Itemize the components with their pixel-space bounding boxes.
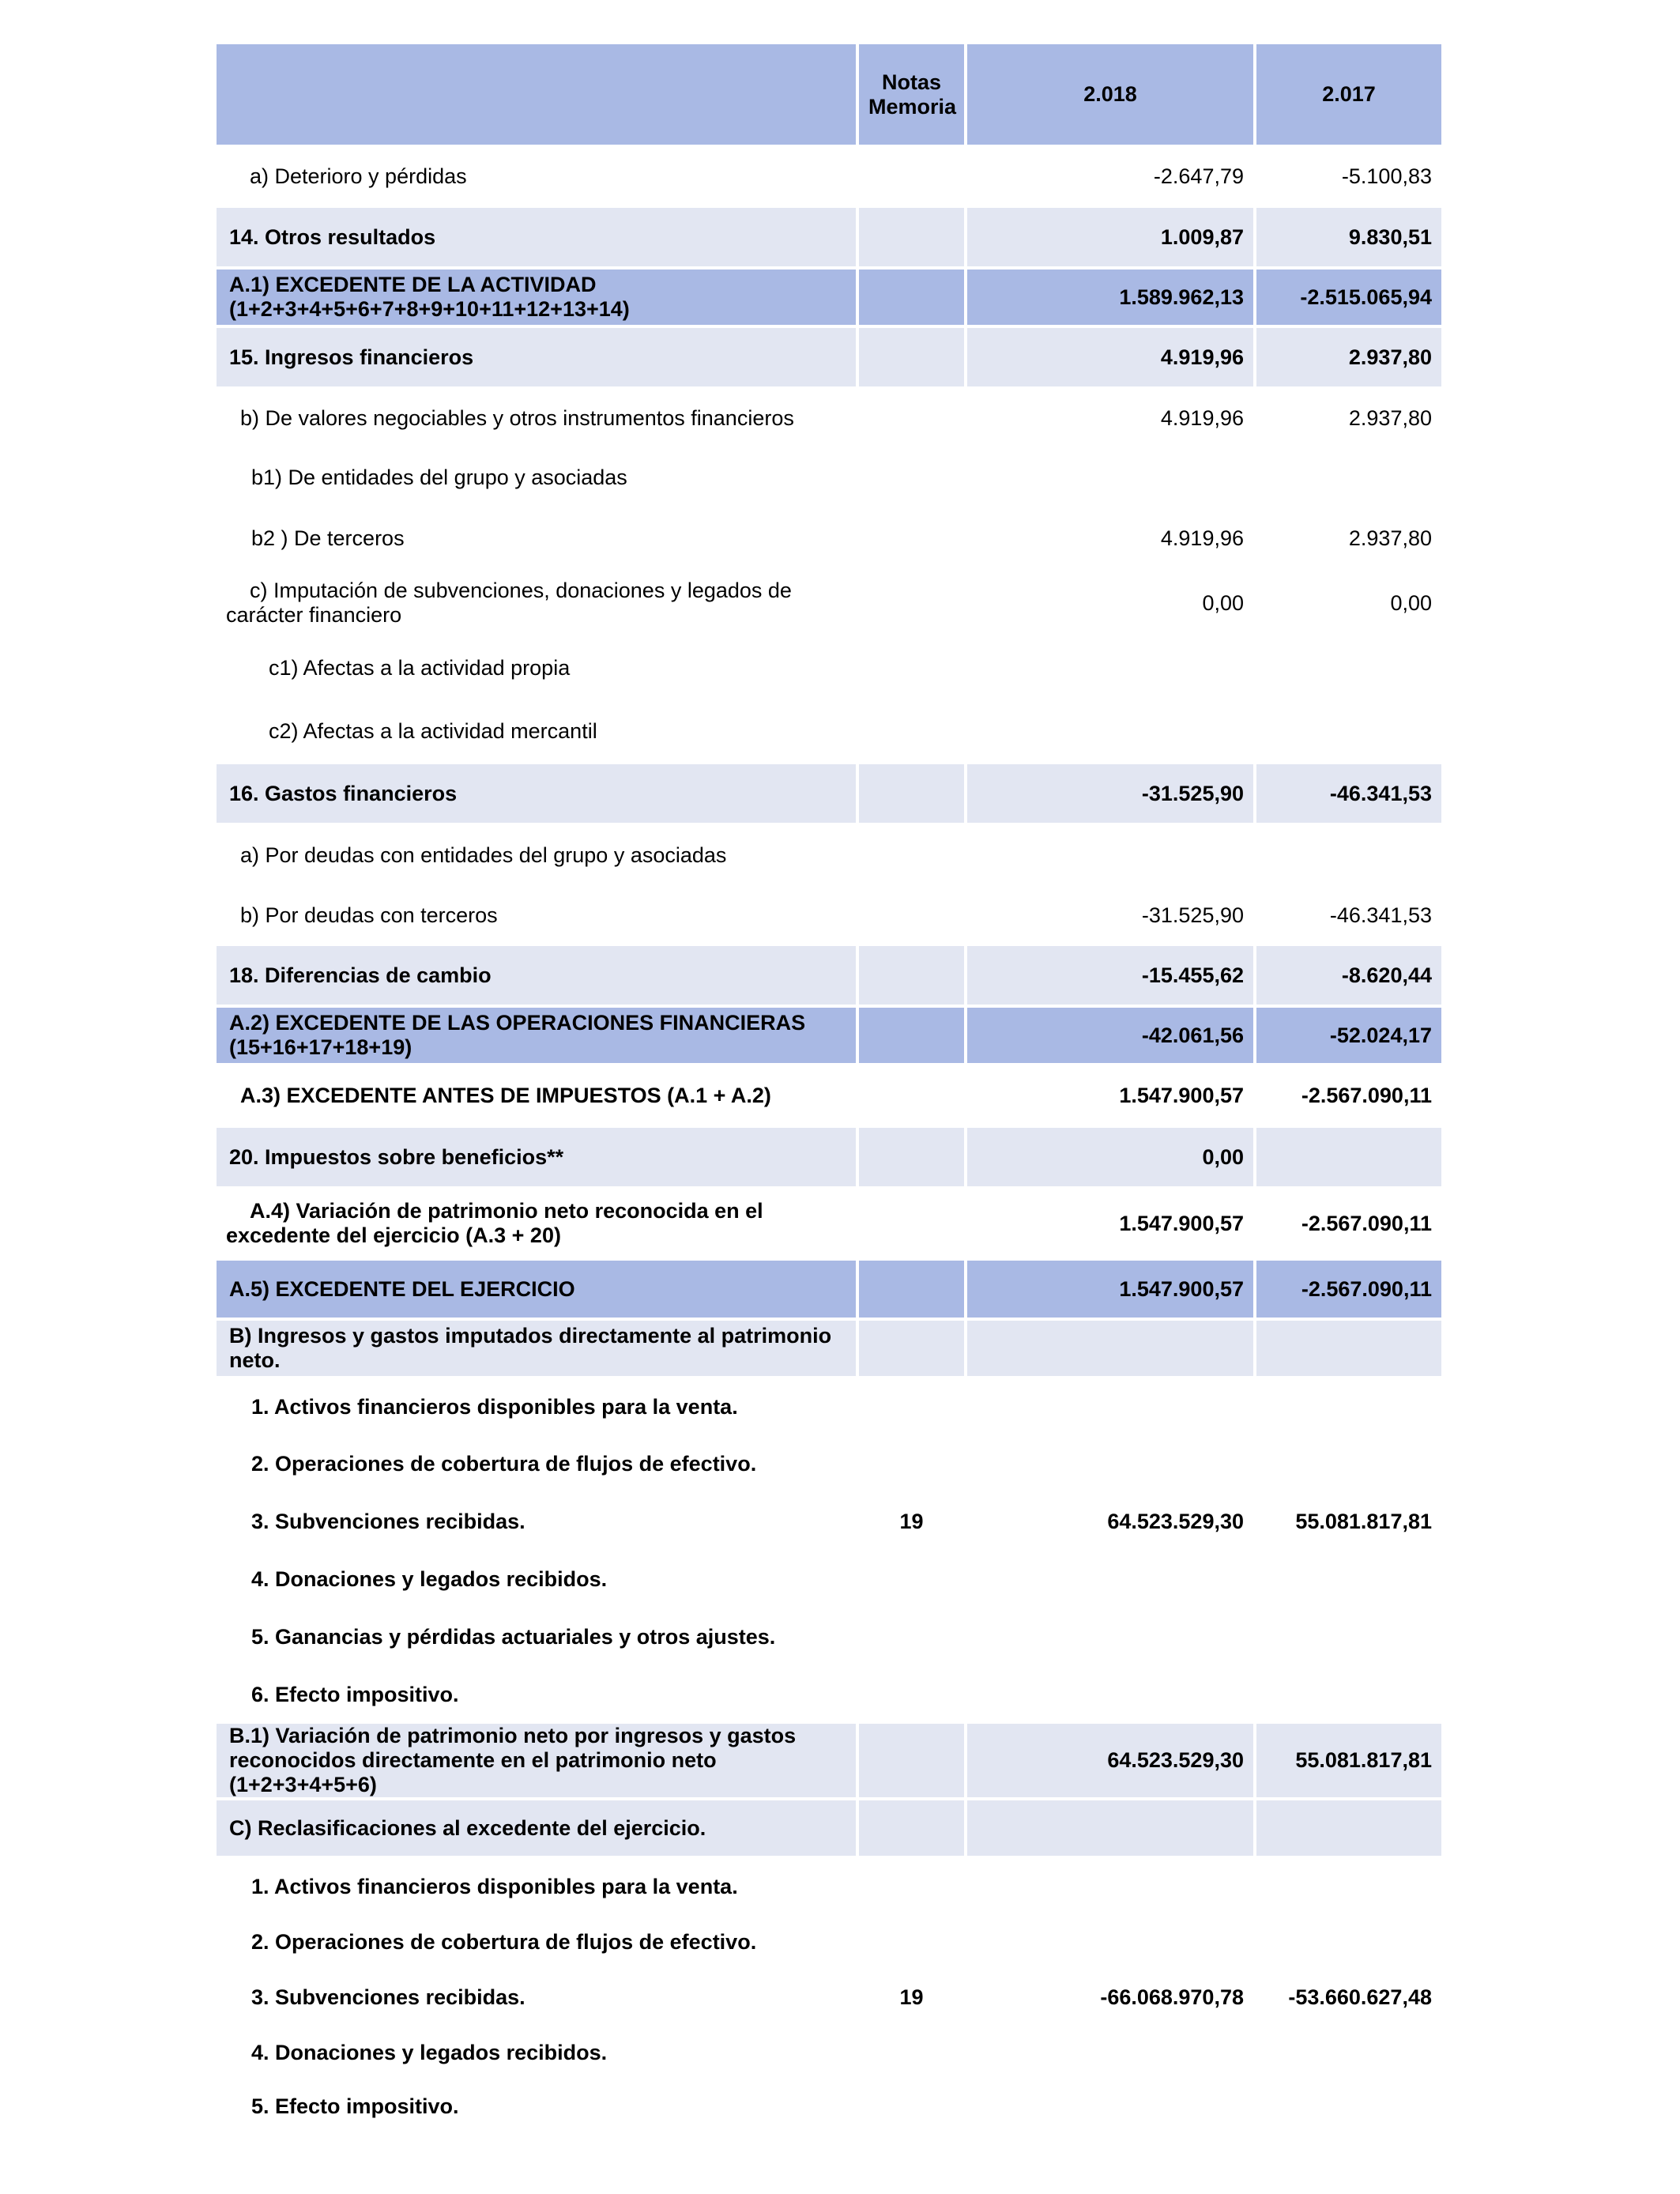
row-note <box>859 1608 964 1665</box>
row-value-2017 <box>1256 1859 1441 1914</box>
row-value-2018 <box>967 1859 1253 1914</box>
row-label: 15. Ingresos financieros <box>217 328 856 386</box>
row-value-2018: 1.009,87 <box>967 208 1253 266</box>
table-row <box>217 826 1441 884</box>
row-value-2018 <box>967 1800 1253 1856</box>
table-row <box>217 1668 1441 1721</box>
row-label: b1) De entidades del grupo y asociadas <box>217 450 856 505</box>
row-label: 2. Operaciones de cobertura de flujos de efectivo. <box>217 1438 856 1490</box>
table-row <box>217 270 1441 325</box>
row-value-2017 <box>1256 1321 1441 1376</box>
table-row <box>217 571 1441 635</box>
row-value-2018 <box>967 450 1253 505</box>
table-row <box>217 638 1441 698</box>
row-value-2017 <box>1256 450 1441 505</box>
row-value-2018 <box>967 1668 1253 1721</box>
row-value-2017 <box>1256 1608 1441 1665</box>
row-value-2018: 1.589.962,13 <box>967 270 1253 325</box>
row-value-2018: -66.068.970,78 <box>967 1970 1253 2025</box>
row-label: A.3) EXCEDENTE ANTES DE IMPUESTOS (A.1 + A.2) <box>217 1066 856 1125</box>
row-label: 14. Otros resultados <box>217 208 856 266</box>
row-note <box>859 450 964 505</box>
row-value-2017: -5.100,83 <box>1256 148 1441 205</box>
row-label: 1. Activos financieros disponibles para la venta. <box>217 1859 856 1914</box>
row-value-2017: -53.660.627,48 <box>1256 1970 1441 2025</box>
table-row <box>217 1128 1441 1186</box>
table-row <box>217 1066 1441 1125</box>
row-value-2018: -42.061,56 <box>967 1008 1253 1063</box>
row-value-2017: -52.024,17 <box>1256 1008 1441 1063</box>
row-value-2018: -31.525,90 <box>967 764 1253 823</box>
row-note: 19 <box>859 1493 964 1550</box>
row-label: a) Por deudas con entidades del grupo y asociadas <box>217 826 856 884</box>
row-value-2017: -8.620,44 <box>1256 946 1441 1005</box>
table-row <box>217 1493 1441 1550</box>
row-label: B.1) Variación de patrimonio neto por ingresos y gastos reconocidos directamente en el patrimonio neto (1+2+3+4+5+6) <box>217 1724 856 1797</box>
table-row <box>217 2080 1441 2132</box>
row-value-2018 <box>967 1608 1253 1665</box>
row-note <box>859 390 964 447</box>
row-note <box>859 2028 964 2077</box>
table-row <box>217 450 1441 505</box>
row-value-2017 <box>1256 1668 1441 1721</box>
row-value-2018: 64.523.529,30 <box>967 1493 1253 1550</box>
row-label: 4. Donaciones y legados recibidos. <box>217 2028 856 2077</box>
row-note <box>859 1189 964 1257</box>
table-row <box>217 764 1441 823</box>
row-note <box>859 571 964 635</box>
row-value-2018: -2.647,79 <box>967 148 1253 205</box>
table-row <box>217 2028 1441 2077</box>
table-row <box>217 1859 1441 1914</box>
table-row <box>217 946 1441 1005</box>
row-value-2017 <box>1256 1379 1441 1434</box>
row-note <box>859 1261 964 1318</box>
row-note <box>859 1379 964 1434</box>
row-note <box>859 701 964 761</box>
row-note <box>859 1724 964 1797</box>
row-note <box>859 148 964 205</box>
row-value-2018: 1.547.900,57 <box>967 1189 1253 1257</box>
table-row <box>217 148 1441 205</box>
row-label: 5. Ganancias y pérdidas actuariales y otros ajustes. <box>217 1608 856 1665</box>
row-value-2018 <box>967 1379 1253 1434</box>
row-value-2018 <box>967 1321 1253 1376</box>
row-note <box>859 1008 964 1063</box>
row-value-2018: 0,00 <box>967 1128 1253 1186</box>
row-label: 3. Subvenciones recibidas. <box>217 1970 856 2025</box>
row-value-2018: 64.523.529,30 <box>967 1724 1253 1797</box>
row-value-2018 <box>967 1917 1253 1966</box>
row-note <box>859 1128 964 1186</box>
table-row <box>217 701 1441 761</box>
row-label: b) Por deudas con terceros <box>217 888 856 943</box>
row-label: A.4) Variación de patrimonio neto reconocida en el excedente del ejercicio (A.3 + 20) <box>217 1189 856 1257</box>
row-note <box>859 946 964 1005</box>
row-value-2017: 2.937,80 <box>1256 508 1441 568</box>
row-label: 20. Impuestos sobre beneficios** <box>217 1128 856 1186</box>
table-row <box>217 1553 1441 1605</box>
row-value-2017: -2.567.090,11 <box>1256 1189 1441 1257</box>
row-value-2017: -2.515.065,94 <box>1256 270 1441 325</box>
row-value-2018 <box>967 826 1253 884</box>
row-value-2017: 2.937,80 <box>1256 328 1441 386</box>
row-note <box>859 1859 964 1914</box>
income-statement-table <box>213 41 1445 2136</box>
row-value-2017: -2.567.090,11 <box>1256 1261 1441 1318</box>
row-value-2018 <box>967 1553 1253 1605</box>
row-value-2017: 2.937,80 <box>1256 390 1441 447</box>
row-note <box>859 208 964 266</box>
row-value-2017 <box>1256 826 1441 884</box>
row-label: c2) Afectas a la actividad mercantil <box>217 701 856 761</box>
row-note <box>859 1066 964 1125</box>
table-row <box>217 390 1441 447</box>
table-row <box>217 1438 1441 1490</box>
row-label: 16. Gastos financieros <box>217 764 856 823</box>
row-label: 1. Activos financieros disponibles para la venta. <box>217 1379 856 1434</box>
row-note <box>859 638 964 698</box>
row-label: A.1) EXCEDENTE DE LA ACTIVIDAD (1+2+3+4+5+6+7+8+9+10+11+12+13+14) <box>217 270 856 325</box>
row-value-2018: 0,00 <box>967 571 1253 635</box>
row-value-2017 <box>1256 638 1441 698</box>
table-row <box>217 508 1441 568</box>
row-label: 2. Operaciones de cobertura de flujos de efectivo. <box>217 1917 856 1966</box>
row-label: c1) Afectas a la actividad propia <box>217 638 856 698</box>
row-value-2018 <box>967 2080 1253 2132</box>
row-note <box>859 1438 964 1490</box>
table-row <box>217 1970 1441 2025</box>
row-value-2017 <box>1256 1917 1441 1966</box>
row-value-2018: 4.919,96 <box>967 390 1253 447</box>
row-value-2018: 4.919,96 <box>967 508 1253 568</box>
row-label: B) Ingresos y gastos imputados directamente al patrimonio neto. <box>217 1321 856 1376</box>
table-row <box>217 1189 1441 1257</box>
row-label: 5. Efecto impositivo. <box>217 2080 856 2132</box>
header-year-2017: 2.017 <box>1256 44 1441 145</box>
row-value-2017: -46.341,53 <box>1256 888 1441 943</box>
table-row <box>217 208 1441 266</box>
table-header-row <box>217 44 1441 145</box>
row-value-2018: 1.547.900,57 <box>967 1066 1253 1125</box>
row-value-2017 <box>1256 2080 1441 2132</box>
row-value-2018: 1.547.900,57 <box>967 1261 1253 1318</box>
row-note <box>859 826 964 884</box>
row-value-2018 <box>967 1438 1253 1490</box>
row-value-2017 <box>1256 2028 1441 2077</box>
row-label: 3. Subvenciones recibidas. <box>217 1493 856 1550</box>
row-label: A.5) EXCEDENTE DEL EJERCICIO <box>217 1261 856 1318</box>
table-row <box>217 1008 1441 1063</box>
table-row <box>217 888 1441 943</box>
row-note <box>859 1917 964 1966</box>
row-value-2018: 4.919,96 <box>967 328 1253 386</box>
row-label: A.2) EXCEDENTE DE LAS OPERACIONES FINANCIERAS (15+16+17+18+19) <box>217 1008 856 1063</box>
table-row <box>217 328 1441 386</box>
row-value-2017 <box>1256 1438 1441 1490</box>
row-label: c) Imputación de subvenciones, donaciones y legados de carácter financiero <box>217 571 856 635</box>
row-note <box>859 328 964 386</box>
row-note: 19 <box>859 1970 964 2025</box>
table-row <box>217 1724 1441 1797</box>
row-value-2018 <box>967 701 1253 761</box>
row-note <box>859 1321 964 1376</box>
row-value-2017: -46.341,53 <box>1256 764 1441 823</box>
table-row <box>217 1608 1441 1665</box>
table-row <box>217 1261 1441 1318</box>
table-row <box>217 1800 1441 1856</box>
row-note <box>859 508 964 568</box>
row-value-2017 <box>1256 1800 1441 1856</box>
row-label: 18. Diferencias de cambio <box>217 946 856 1005</box>
row-value-2017: -2.567.090,11 <box>1256 1066 1441 1125</box>
row-note <box>859 888 964 943</box>
row-value-2017 <box>1256 701 1441 761</box>
row-label: C) Reclasificaciones al excedente del ejercicio. <box>217 1800 856 1856</box>
row-note <box>859 1800 964 1856</box>
table-row <box>217 1321 1441 1376</box>
table-row <box>217 1379 1441 1434</box>
row-value-2017: 55.081.817,81 <box>1256 1493 1441 1550</box>
row-label: 4. Donaciones y legados recibidos. <box>217 1553 856 1605</box>
row-value-2017: 0,00 <box>1256 571 1441 635</box>
row-value-2017: 55.081.817,81 <box>1256 1724 1441 1797</box>
row-value-2017 <box>1256 1553 1441 1605</box>
row-label: 6. Efecto impositivo. <box>217 1668 856 1721</box>
row-value-2017: 9.830,51 <box>1256 208 1441 266</box>
row-value-2018 <box>967 638 1253 698</box>
row-note <box>859 2080 964 2132</box>
row-value-2017 <box>1256 1128 1441 1186</box>
header-notes: Notas Memoria <box>859 44 964 145</box>
table-row <box>217 1917 1441 1966</box>
row-note <box>859 1553 964 1605</box>
row-label: b) De valores negociables y otros instrumentos financieros <box>217 390 856 447</box>
row-value-2018 <box>967 2028 1253 2077</box>
row-label: b2 ) De terceros <box>217 508 856 568</box>
header-year-2018: 2.018 <box>967 44 1253 145</box>
row-value-2018: -15.455,62 <box>967 946 1253 1005</box>
row-note <box>859 764 964 823</box>
header-label-cell <box>217 44 856 145</box>
row-label: a) Deterioro y pérdidas <box>217 148 856 205</box>
row-note <box>859 270 964 325</box>
row-note <box>859 1668 964 1721</box>
row-value-2018: -31.525,90 <box>967 888 1253 943</box>
